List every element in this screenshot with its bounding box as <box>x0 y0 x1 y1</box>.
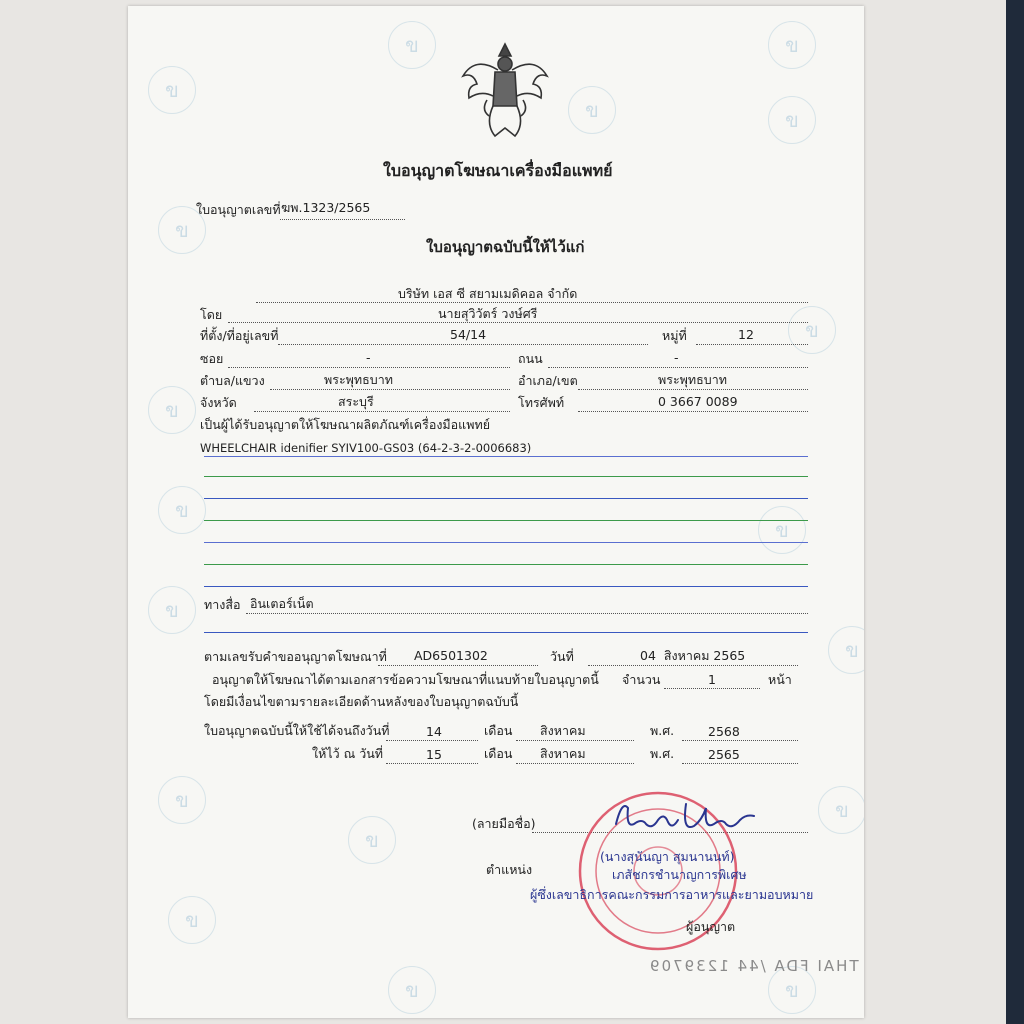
soi-value: - <box>366 350 371 365</box>
product-description: WHEELCHAIR idenifier SYIV100-GS03 (64-2-3-2-0006683) <box>200 441 532 455</box>
province-underline <box>254 411 510 412</box>
amphoe-underline <box>578 389 808 390</box>
by-underline <box>228 322 808 323</box>
licensee-statement: เป็นผู้ได้รับอนุญาตให้โฆษณาผลิตภัณฑ์เครื่องมือแพทย์ <box>200 417 491 432</box>
given-month: สิงหาคม <box>540 746 586 761</box>
soi-underline <box>228 367 510 368</box>
house-number-value: 54/14 <box>450 327 487 342</box>
valid-day: 14 <box>426 724 442 739</box>
valid-year-underline <box>682 740 798 741</box>
signer-title: เภสัชกรชำนาญการพิเศษ <box>612 867 747 882</box>
moo-underline <box>696 344 808 345</box>
valid-month-underline <box>516 740 634 741</box>
media-value: อินเตอร์เน็ต <box>250 596 314 611</box>
company-name: บริษัท เอส ซี สยามเมดิคอล จำกัด <box>398 286 578 301</box>
company-underline <box>256 302 808 303</box>
handwritten-signature-icon <box>608 794 758 840</box>
position-label: ตำแหน่ง <box>486 862 533 877</box>
media-underline <box>246 613 808 614</box>
tambon-underline <box>270 389 510 390</box>
license-document: ข ข ข ข ข ข ข ข ข ข ข ข ข ข ข ข ข ข ใบอนุญาตโฆษณาเครื่องมือแพทย์ ใบอนุญาตเลขที่ ฆพ.1323/2565 ใบอนุญาตฉบับนี้ให้ไว้แก่ บริษัท เอส ซี สยามเมดิคอล จำกัด โดย นายสุวิวัตร์ วงษ์ศรี ที่ตั้ง/ที่อยู่เลขที่ 54/14 หมู่ที่ 12 ซอย - ถนน - ตำบล/แขวง พระพุทธบาท อำเภอ/เขต พระพุทธบาท จังหวัด สระบุรี โทรศัพท์ 0 3667 0089 เป็นผู้ได้รับอนุญาตให้โฆษณาผลิตภัณฑ์เครื่องมือแพทย์ WHEELCHAIR idenifier SYIV100-GS03 (64-2-3-2-0006683) ทางสื่อ อินเตอร์เน็ต ตามเลขรับคำขออนุญาตโฆษณาที่ AD6501302 วันที่ 04 สิงหาคม 2565 อนุญาตให้โฆษณาได้ตามเอกสารข้อความโฆษณาที่แนบท้ายใบอนุญาตนี้ จำนวน 1 หน้า โดยมีเงื่อนไขตามรายละเอียดด้านหลังของใบอนุญาตฉบับนี้ ใบอนุญาตฉบับนี้ให้ใช้ได้จนถึงวันที่ 14 เดือน สิงหาคม พ.ศ. 2568 ให้ไว้ ณ วันที่ 15 เดือน สิงหาคม พ.ศ. 2565 (ลายมือชื่อ) ตำแหน่ง (นางสุนันญา สุมนานนท์) เภสัชกรชำนาญการพิเศษ ผู้ซึ่งเลขาธิการคณะกรรมการอาหารและยามอบหมาย ผู้อนุญาต THAI FDA /44 1239709 <box>128 6 864 1018</box>
request-number-label: ตามเลขรับคำขออนุญาตโฆษณาที่ <box>204 649 387 664</box>
count-value: 1 <box>708 672 716 687</box>
amphoe-label: อำเภอ/เขต <box>518 373 578 388</box>
request-number-value: AD6501302 <box>414 648 488 663</box>
tambon-value: พระพุทธบาท <box>324 372 393 387</box>
document-title: ใบอนุญาตโฆษณาเครื่องมือแพทย์ <box>383 161 613 180</box>
house-number-underline <box>278 344 648 345</box>
garuda-emblem-icon <box>455 36 555 146</box>
phone-value: 0 3667 0089 <box>658 394 738 409</box>
license-number-underline <box>280 219 405 220</box>
given-month-label: เดือน <box>484 746 513 761</box>
phone-label: โทรศัพท์ <box>518 395 565 410</box>
phone-underline <box>578 411 808 412</box>
moo-label: หมู่ที่ <box>662 328 687 343</box>
by-label: โดย <box>200 307 223 322</box>
valid-month: สิงหาคม <box>540 723 586 738</box>
license-number-label: ใบอนุญาตเลขที่ <box>196 202 281 217</box>
media-second-line <box>204 632 808 633</box>
form-code: THAI FDA /44 1239709 <box>648 957 859 975</box>
valid-until-label: ใบอนุญาตฉบับนี้ให้ใช้ได้จนถึงวันที่ <box>204 723 390 738</box>
tambon-label: ตำบล/แขวง <box>200 373 265 388</box>
province-label: จังหวัด <box>200 395 237 410</box>
background-edge <box>1006 0 1024 1024</box>
request-date-label: วันที่ <box>550 649 574 664</box>
amphoe-value: พระพุทธบาท <box>658 372 727 387</box>
valid-year: 2568 <box>708 724 740 739</box>
valid-year-label: พ.ศ. <box>650 723 675 738</box>
valid-month-label: เดือน <box>484 723 513 738</box>
signer-role: ผู้ซึ่งเลขาธิการคณะกรรมการอาหารและยามอบหมาย <box>530 887 814 902</box>
by-name: นายสุวิวัตร์ วงษ์ศรี <box>438 306 538 321</box>
given-month-underline <box>516 763 634 764</box>
given-year-underline <box>682 763 798 764</box>
road-underline <box>548 367 808 368</box>
given-day: 15 <box>426 747 442 762</box>
signature-label: (ลายมือชื่อ) <box>472 816 536 831</box>
count-label: จำนวน <box>622 672 661 687</box>
given-year-label: พ.ศ. <box>650 746 675 761</box>
moo-value: 12 <box>738 327 754 342</box>
licensor-label: ผู้อนุญาต <box>686 919 736 934</box>
permit-text: อนุญาตให้โฆษณาได้ตามเอกสารข้อความโฆษณาที่แนบท้ายใบอนุญาตนี้ <box>212 672 599 687</box>
media-label: ทางสื่อ <box>204 597 241 612</box>
request-number-underline <box>378 665 538 666</box>
given-day-underline <box>386 763 478 764</box>
road-value: - <box>674 350 679 365</box>
count-underline <box>664 688 760 689</box>
request-date-underline <box>588 665 798 666</box>
province-value: สระบุรี <box>338 394 374 409</box>
request-date-value: 04 สิงหาคม 2565 <box>640 648 746 663</box>
soi-label: ซอย <box>200 351 224 366</box>
condition-text: โดยมีเงื่อนไขตามรายละเอียดด้านหลังของใบอนุญาตฉบับนี้ <box>204 694 519 709</box>
house-number-label: ที่ตั้ง/ที่อยู่เลขที่ <box>200 328 279 343</box>
given-on-label: ให้ไว้ ณ วันที่ <box>312 746 383 761</box>
given-year: 2565 <box>708 747 740 762</box>
valid-day-underline <box>386 740 478 741</box>
issued-to-heading: ใบอนุญาตฉบับนี้ให้ไว้แก่ <box>426 238 585 256</box>
page-unit: หน้า <box>768 672 792 687</box>
road-label: ถนน <box>518 351 543 366</box>
license-number-value: ฆพ.1323/2565 <box>281 200 371 215</box>
signer-name: (นางสุนันญา สุมนานนท์) <box>600 849 735 864</box>
